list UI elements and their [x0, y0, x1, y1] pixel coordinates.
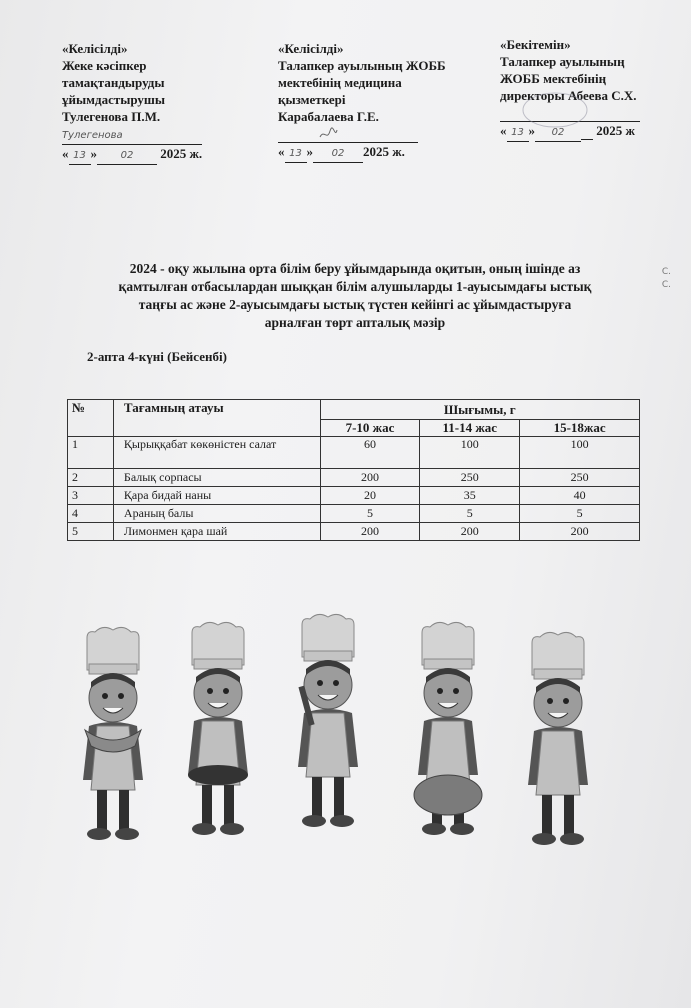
approval-block-1: [62, 40, 202, 165]
approval-line: Талапкер ауылының ЖОББ: [278, 58, 446, 73]
signature-line: [278, 125, 418, 143]
header-yield: Шығымы, г: [320, 400, 639, 420]
margin-mark: С.: [661, 280, 671, 290]
approval-title: «Келісілді»: [62, 41, 128, 56]
approval-line: Тулегенова П.М.: [62, 109, 161, 124]
chef-girl-with-pan: [188, 622, 248, 835]
approval-line: ЖОББ мектебінің: [500, 71, 607, 86]
header-age: 11-14 жас: [420, 420, 520, 437]
table-header-row: [68, 400, 640, 420]
signature: Тулегенова: [62, 127, 202, 145]
table-row: 4 Араның балы 5 5 5: [68, 505, 640, 523]
approval-block-3: [500, 36, 640, 142]
chef-boy-with-spatula: [298, 614, 358, 827]
chef-boy-with-bowl: [83, 627, 143, 840]
header-age: 15-18жас: [520, 420, 640, 437]
approval-date: « 13 » 02 2025 ж.: [62, 145, 202, 165]
approval-line: ұйымдастырушы: [62, 92, 166, 107]
table-row: 1 Қырыққабат көкөністен салат 60 100 100: [68, 437, 640, 469]
chef-girl-with-basket: [414, 622, 482, 835]
table-row: 2 Балық сорпасы 200 250 250: [68, 469, 640, 487]
approval-line: Жеке кәсіпкер: [62, 58, 147, 73]
header-no: №: [68, 400, 114, 437]
approval-title: «Бекітемін»: [500, 37, 571, 52]
approval-line: мектебінің медицина: [278, 75, 402, 90]
week-day-subtitle: 2-апта 4-күні (Бейсенбі): [87, 349, 227, 364]
chefs-illustration: [65, 605, 630, 865]
approval-block-2: [278, 40, 446, 163]
approval-date: « 13 » 02 2025 ж: [500, 122, 640, 142]
document-title: 2024 - оқу жылына орта білім беру ұйымдарында оқитын, оның ішінде аз қамтылған отбасылардан шыққан білім алушыларды 1-ауысымдағы ыстық таңғы ас және 2-ауысымдағы ыстық түстен кейінгі ас ұйымдастыруға арналған төрт апталық мәзір: [118, 261, 592, 330]
signature-scribble-icon: [318, 127, 338, 141]
approval-line: Талапкер ауылының: [500, 54, 625, 69]
approval-line: тамақтандыруды: [62, 75, 165, 90]
menu-table: [67, 399, 640, 541]
approval-line: қызметкері: [278, 92, 346, 107]
header-age: 7-10 жас: [320, 420, 420, 437]
stamp-icon: [520, 90, 590, 130]
table-row: 3 Қара бидай наны 20 35 40: [68, 487, 640, 505]
approval-date: « 13 » 02 2025 ж.: [278, 143, 446, 163]
chef-girl-pointing: [528, 632, 588, 845]
header-dish-name: Тағамның атауы: [113, 400, 320, 437]
margin-mark: С.: [661, 267, 671, 277]
table-row: 5 Лимонмен қара шай 200 200 200: [68, 523, 640, 541]
approval-title: «Келісілді»: [278, 41, 344, 56]
approval-line: директоры Абеева С.Х.: [500, 88, 637, 103]
approval-line: Карабалаева Г.Е.: [278, 109, 379, 124]
